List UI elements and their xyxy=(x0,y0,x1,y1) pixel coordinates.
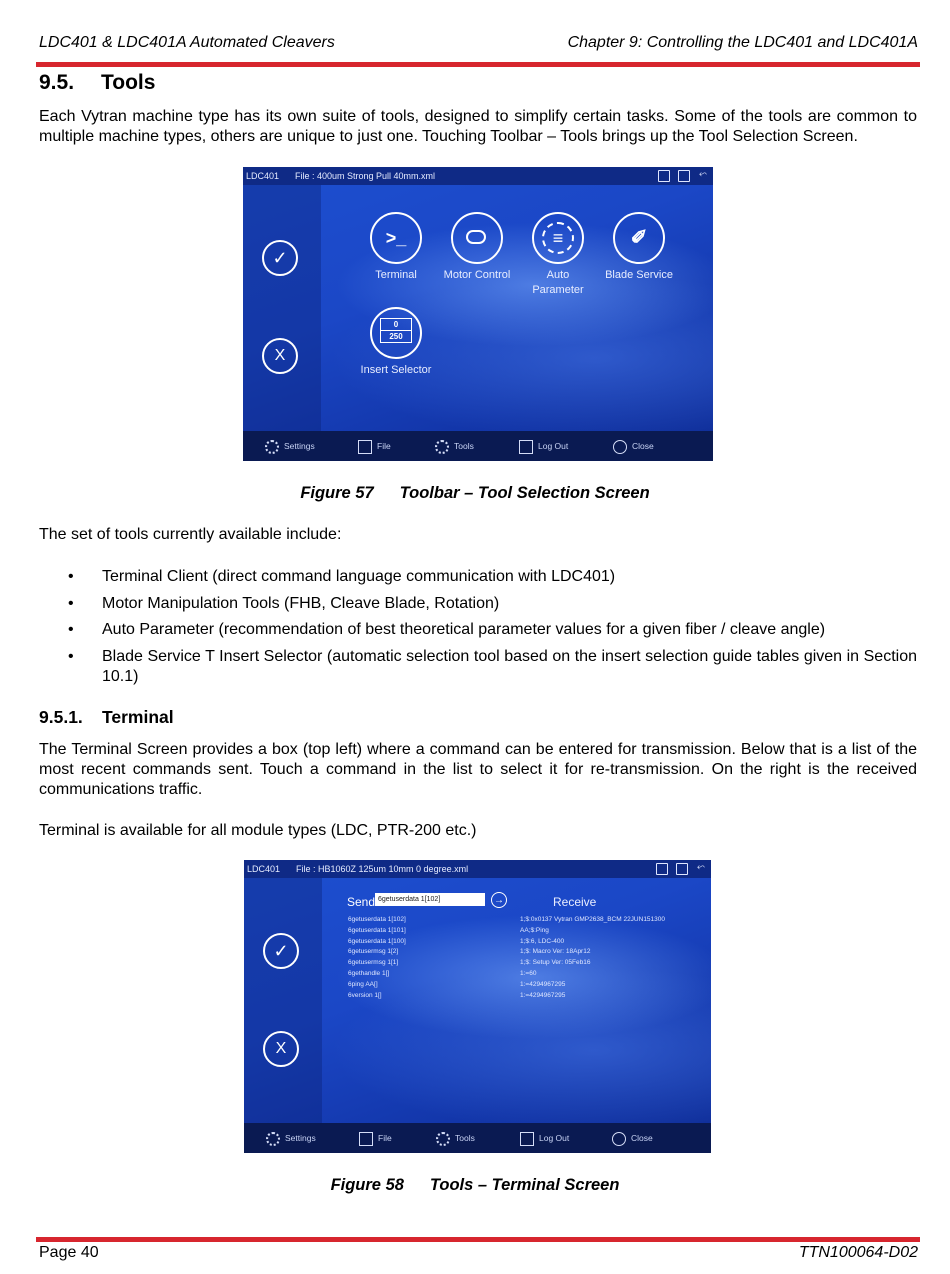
list-item: • Auto Parameter (recommendation of best theoretical parameter values for a given fiber / cleave angle) xyxy=(39,620,917,640)
blade-service-tool[interactable] xyxy=(584,212,694,283)
figure-57-text: Toolbar – Tool Selection Screen xyxy=(399,484,650,502)
insert-top-value: 0 xyxy=(381,319,411,331)
close-icon xyxy=(612,1132,626,1146)
subsection-number: 9.5.1. xyxy=(39,707,83,727)
toolbar-file-label: File xyxy=(377,441,391,451)
blade-wrench-icon xyxy=(613,212,665,264)
auto-parameter-label: Auto Parameter xyxy=(532,269,584,296)
titlebar-icons xyxy=(652,170,709,182)
section-title: Tools xyxy=(101,71,156,94)
file-name: File : HB1060Z 125um 10mm 0 degree.xml xyxy=(296,864,469,874)
terminal-tool-label: Terminal xyxy=(375,269,417,281)
receive-label: Receive xyxy=(553,895,597,909)
figure-57-number: Figure 57 xyxy=(300,484,374,502)
insert-bottom-value: 250 xyxy=(389,332,403,341)
side-panel xyxy=(243,185,321,431)
list-item: 1;$:0x0137 Vytran GMP2638_BCM 22JUN151300 xyxy=(520,916,666,923)
list-item[interactable]: 6getuserdata 1[102] xyxy=(348,916,406,923)
toolbar-logout-label: Log Out xyxy=(539,1133,570,1143)
figure-58-caption xyxy=(0,1176,950,1195)
toolbar-settings-label: Settings xyxy=(285,1133,316,1143)
figure-58-text: Tools – Terminal Screen xyxy=(429,1176,620,1194)
section-number: 9.5. xyxy=(39,71,75,94)
list-item[interactable]: 6getusermsg 1[1] xyxy=(348,959,399,967)
list-item: AA;$:Ping xyxy=(520,926,549,934)
toolbar-file[interactable] xyxy=(358,431,391,461)
list-item[interactable]: 6getuserdata 1[100] xyxy=(348,937,406,945)
received-log xyxy=(520,915,665,1001)
document-number: TTN100064-D02 xyxy=(798,1244,918,1261)
toolbar-file[interactable] xyxy=(359,1123,392,1153)
subsection-title: Terminal xyxy=(102,707,174,727)
folder-icon xyxy=(358,440,372,454)
confirm-button[interactable]: ✓ xyxy=(263,933,299,969)
screen-titlebar xyxy=(244,860,711,878)
window-icon xyxy=(658,170,670,182)
tools-list xyxy=(39,567,917,693)
tools-intro: The set of tools currently available include: xyxy=(39,526,342,543)
list-item: • Motor Manipulation Tools (FHB, Cleave Blade, Rotation) xyxy=(39,594,917,614)
header-doc-title: LDC401 & LDC401A Automated Cleavers xyxy=(39,34,335,51)
page-header xyxy=(39,34,918,54)
toolbar-logout-label: Log Out xyxy=(538,441,569,451)
toolbar-settings[interactable] xyxy=(265,431,315,461)
usb-icon: ⬿ xyxy=(699,169,707,180)
close-icon xyxy=(613,440,627,454)
list-item: 1:=4294967295 xyxy=(520,991,566,999)
list-item[interactable]: 6getusermsg 1[2] xyxy=(348,948,399,956)
insert-selector-tool[interactable] xyxy=(341,307,451,378)
toolbar-close[interactable] xyxy=(613,431,654,461)
list-item[interactable]: 6ping AA[] xyxy=(348,980,378,988)
titlebar-icons xyxy=(650,863,707,875)
terminal-screenshot xyxy=(244,860,711,1153)
toolbar-settings[interactable] xyxy=(266,1123,316,1153)
tools-gear-icon xyxy=(435,440,449,454)
tools-gear-icon xyxy=(436,1132,450,1146)
blade-service-label: Blade Service xyxy=(605,269,673,281)
toolbar-close-label: Close xyxy=(631,1133,653,1143)
toolbar-logout[interactable] xyxy=(519,431,568,461)
confirm-button[interactable]: ✓ xyxy=(262,240,298,276)
list-item: 1;$: Macro Ver: 18Apr12 xyxy=(520,948,591,956)
toolbar-tools[interactable] xyxy=(436,1123,475,1153)
insert-selector-icon xyxy=(370,307,422,359)
header-chapter-title: Chapter 9: Controlling the LDC401 and LDC401A xyxy=(567,34,918,51)
list-item: 1;$:6, LDC-400 xyxy=(520,937,565,945)
list-item[interactable]: 6gethandle 1[] xyxy=(348,969,390,977)
gear-icon xyxy=(532,212,584,264)
intro-paragraph: Each Vytran machine type has its own suite of tools, designed to simplify certain tasks. Some of the tools are common to multiple machine types, others are unique to just one. Touching Toolbar – Tools brings up the Tool Selection Screen. xyxy=(39,108,917,145)
toolbar-tools[interactable] xyxy=(435,431,474,461)
section-heading xyxy=(39,71,155,95)
send-label: Send xyxy=(347,895,376,909)
list-item[interactable]: 6version 1[] xyxy=(348,991,382,999)
settings-gear-icon xyxy=(265,440,279,454)
unlock-icon xyxy=(678,170,690,182)
figure-57-caption xyxy=(0,484,950,503)
bottom-toolbar xyxy=(244,1123,711,1153)
insert-selector-box xyxy=(380,318,412,343)
list-item: 1:=4294967295 xyxy=(520,980,566,988)
terminal-icon: >_ xyxy=(370,212,422,264)
page-number: Page 40 xyxy=(39,1244,99,1261)
screen-titlebar xyxy=(243,167,713,185)
usb-icon: ⬿ xyxy=(697,862,705,873)
toolbar-tools-label: Tools xyxy=(454,441,474,451)
terminal-paragraph: The Terminal Screen provides a box (top left) where a command can be entered for transmission. Below that is a list of the most recent commands sent. Touch a command in the list to select it for re-transmission. On the right is the received communications traffic. xyxy=(39,741,917,798)
toolbar-file-label: File xyxy=(378,1133,392,1143)
device-name: LDC401 xyxy=(246,171,280,181)
file-name: File : 400um Strong Pull 40mm.xml xyxy=(295,171,436,181)
list-item: 1;$: Setup Ver: 05Feb16 xyxy=(520,959,591,967)
toolbar-close[interactable] xyxy=(612,1123,653,1153)
bottom-toolbar xyxy=(243,431,713,461)
header-rule xyxy=(36,62,920,67)
list-item: • Terminal Client (direct command language communication with LDC401) xyxy=(39,567,917,587)
list-item[interactable]: 6getuserdata 1[101] xyxy=(348,926,406,934)
insert-selector-label: Insert Selector xyxy=(360,364,432,376)
send-arrow-icon[interactable]: → xyxy=(491,892,507,908)
footer-rule xyxy=(36,1237,920,1242)
command-history xyxy=(348,915,406,1001)
toolbar-tools-label: Tools xyxy=(455,1133,475,1143)
logout-icon xyxy=(519,440,533,454)
tool-selection-screenshot xyxy=(243,167,713,461)
list-item: 1:=60 xyxy=(520,969,537,977)
unlock-icon xyxy=(676,863,688,875)
device-name: LDC401 xyxy=(247,864,281,874)
window-icon xyxy=(656,863,668,875)
send-input[interactable]: 6getuserdata 1[102] xyxy=(375,893,485,906)
terminal-availability: Terminal is available for all module types (LDC, PTR-200 etc.) xyxy=(39,822,477,839)
figure-58-number: Figure 58 xyxy=(330,1176,404,1194)
motor-icon xyxy=(451,212,503,264)
motor-control-label: Motor Control xyxy=(443,269,511,281)
subsection-heading xyxy=(39,707,174,728)
toolbar-logout[interactable] xyxy=(520,1123,569,1153)
toolbar-close-label: Close xyxy=(632,441,654,451)
cancel-button[interactable]: X xyxy=(262,338,298,374)
cancel-button[interactable]: X xyxy=(263,1031,299,1067)
settings-gear-icon xyxy=(266,1132,280,1146)
side-panel xyxy=(244,878,322,1123)
folder-icon xyxy=(359,1132,373,1146)
logout-icon xyxy=(520,1132,534,1146)
list-item: • Blade Service T Insert Selector (automatic selection tool based on the insert selection guide tables given in Section 10.1) xyxy=(39,647,917,687)
toolbar-settings-label: Settings xyxy=(284,441,315,451)
